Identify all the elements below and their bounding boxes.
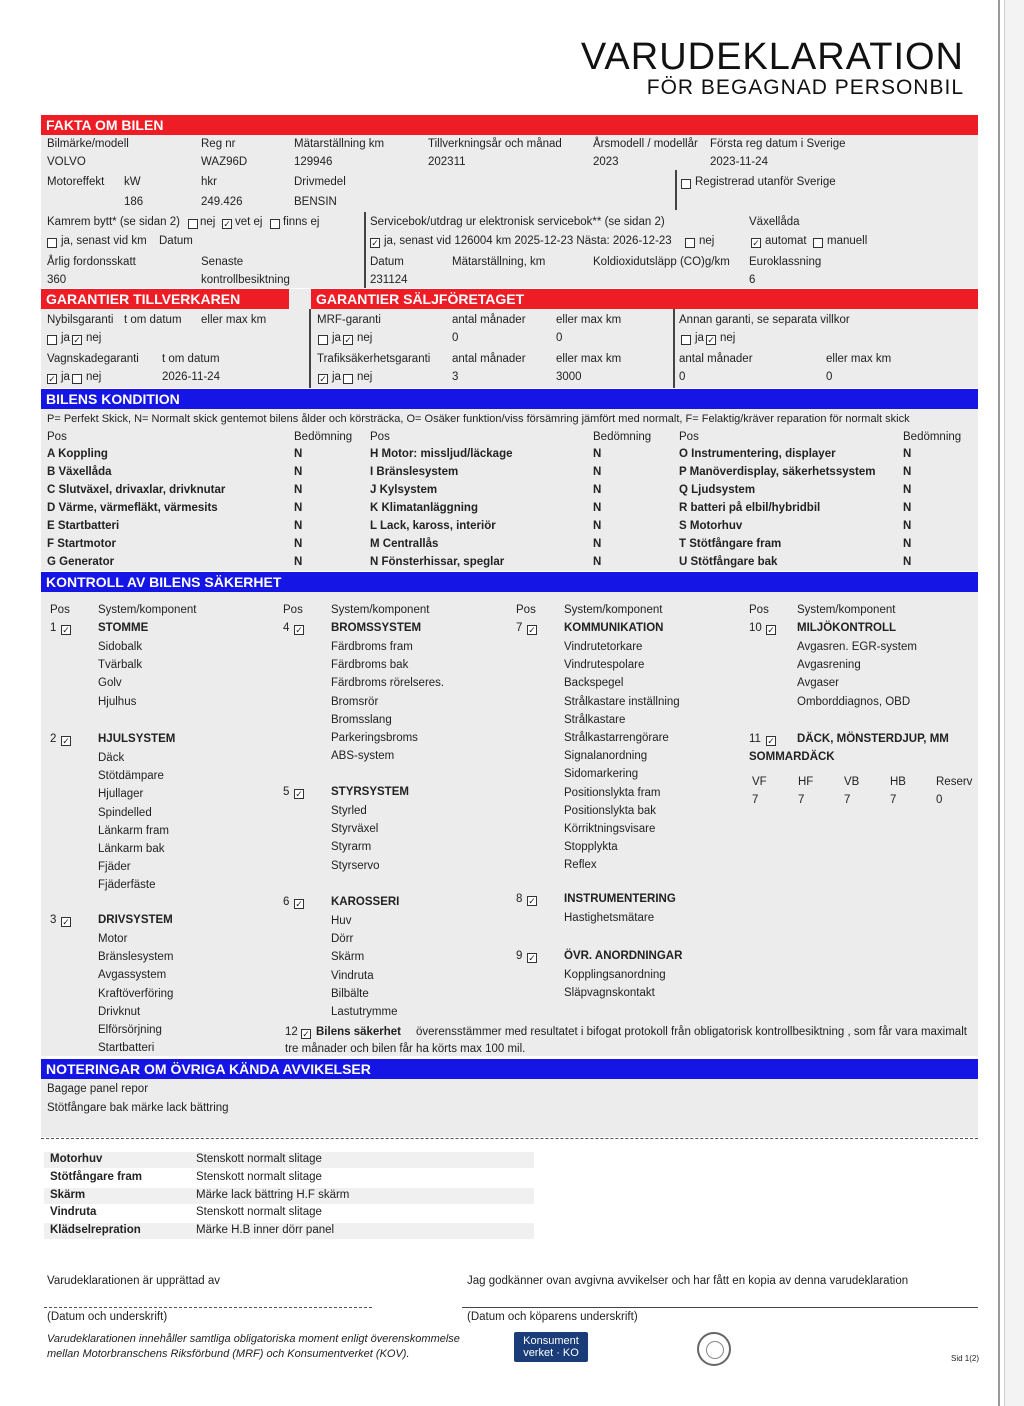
label-bedomning: Bedömning: [593, 431, 652, 443]
kontroll-item: Färdbroms rörelseres.: [331, 677, 445, 690]
notering-value: Märke lack bättring H.F skärm: [196, 1188, 350, 1201]
kontroll-num: 6: [283, 896, 290, 908]
label-bilmarke: Bilmärke/modell: [47, 138, 129, 150]
label-nej: nej: [720, 332, 736, 344]
kondition-item: E Startbatteri: [47, 520, 120, 532]
vagnskada-nej-checkbox[interactable]: [72, 374, 82, 384]
trafik-ja-checkbox[interactable]: ✓: [319, 374, 327, 384]
kontroll-item: Vindrutetorkare: [564, 641, 643, 653]
tire-depth: 7: [752, 794, 759, 806]
kondition-item: J Kylsystem: [370, 484, 438, 496]
label-fordonsskatt: Årlig fordonsskatt: [47, 256, 136, 268]
kamrem-vet-ej-checkbox[interactable]: ✓: [223, 219, 231, 229]
kondition-rating: N: [903, 448, 912, 460]
label-pos: Pos: [47, 431, 67, 443]
kondition-rating: N: [593, 502, 602, 514]
tire-depth: 7: [890, 794, 897, 806]
kontroll-item: Bromsslang: [331, 713, 392, 726]
notering-key: Skärm: [50, 1188, 86, 1201]
label-co2: Koldioxidutsläpp (CO)g/km: [593, 256, 730, 268]
nybil-nej-checkbox[interactable]: ✓: [73, 335, 81, 345]
mrf-nej-checkbox[interactable]: ✓: [344, 335, 352, 345]
kondition-item: G Generator: [47, 556, 115, 568]
kontroll-group-title: DRIVSYSTEM: [98, 914, 173, 926]
item12-text2: tre månader och bilen får ha körts max 100 mil.: [285, 1043, 526, 1055]
kontroll-group-title: HJULSYSTEM: [98, 733, 176, 745]
label-servicebok: Servicebok/utdrag ur elektronisk servicebok** (se sidan 2): [370, 216, 665, 228]
kontroll-group-title: ÖVR. ANORDNINGAR: [564, 950, 683, 962]
kontroll-item: Avgaser: [797, 677, 839, 690]
label-bedomning: Bedömning: [903, 431, 962, 443]
label-ja: ja: [695, 332, 704, 344]
label-nej: nej: [357, 371, 373, 383]
kontroll-item: Backspegel: [564, 677, 624, 690]
label-system: System/komponent: [564, 604, 663, 616]
kontroll-item: Stopplykta: [564, 841, 618, 854]
label-tillv: Tillverkningsår och månad: [428, 138, 562, 150]
value-euro: 6: [749, 274, 756, 286]
value-regnr: WAZ96D: [201, 156, 248, 168]
kontroll-item: Länkarm bak: [98, 843, 165, 855]
kontroll-num: 7: [516, 622, 523, 634]
kontroll-item: Sidobalk: [98, 641, 143, 653]
notering-line: Stötfångare bak märke lack bättring: [47, 1102, 229, 1114]
label-ja: ja: [61, 332, 70, 344]
kontroll-item: Dörr: [331, 933, 354, 946]
logo-text: Konsument: [523, 1335, 579, 1347]
label-nybil-max: eller max km: [201, 314, 267, 326]
trafik-nej-checkbox[interactable]: [343, 374, 353, 384]
kontroll-group-title: DÄCK, MÖNSTERDJUP, MM: [797, 733, 949, 745]
tire-header: VF: [752, 776, 767, 788]
value-annan-antal: 0: [679, 371, 686, 383]
footer-note: mellan Motorbranschens Riksförbund (MRF) och Konsumentverket (KOV).: [47, 1348, 410, 1360]
label-matar: Mätarställning km: [294, 138, 385, 150]
kontroll-item: Drivknut: [98, 1005, 141, 1018]
kondition-item: A Koppling: [47, 448, 108, 460]
signature-line-buyer[interactable]: [462, 1307, 978, 1308]
kontroll-item: Parkeringsbroms: [331, 732, 418, 744]
godkanner-label: Jag godkänner ovan avgivna avvikelser och har fått en kopia av denna varudeklaration: [467, 1275, 909, 1287]
item12-text1: överensstämmer med resultatet i bifogat protokoll från obligatorisk kontrollbesiktning , som får vara maximalt: [416, 1026, 967, 1038]
kontroll-item: Signalanordning: [564, 750, 648, 763]
divider: [673, 309, 675, 388]
kondition-rating: N: [294, 484, 303, 496]
kondition-rating: N: [294, 466, 303, 478]
kontroll-item: Däck: [98, 752, 125, 764]
value-servicebok: ja, senast vid 126004 km 2025-12-23 Nästa: 2026-12-23: [384, 235, 672, 247]
divider: [364, 212, 366, 288]
kondition-item: S Motorhuv: [679, 520, 743, 532]
kontroll-item: Positionslykta bak: [564, 804, 657, 817]
label-nybil-tom: t om datum: [124, 314, 182, 326]
kondition-rating: N: [294, 556, 303, 568]
kontroll-checkbox[interactable]: ✓: [295, 899, 303, 909]
servicebok-nej-checkbox[interactable]: [685, 238, 695, 248]
label-reg-utanfor: Registrerad utanför Sverige: [695, 176, 836, 188]
sign1-label: (Datum och underskrift): [47, 1311, 168, 1323]
kontroll-item: Styrled: [331, 805, 367, 817]
label-pos: Pos: [50, 604, 70, 616]
label-pos: Pos: [283, 604, 303, 616]
kontroll-heading: KONTROLL AV BILENS SÄKERHET: [41, 572, 978, 592]
kondition-rating: N: [903, 538, 912, 550]
garanti-tillv-heading: GARANTIER TILLVERKAREN: [41, 289, 289, 309]
kontroll-item: Positionslykta fram: [564, 786, 661, 799]
kontroll-item: Huv: [331, 915, 352, 927]
label-arsmodell: Årsmodell / modellår: [593, 138, 698, 150]
label-pos: Pos: [749, 604, 769, 616]
kontroll-checkbox[interactable]: ✓: [62, 917, 70, 927]
notering-key: Motorhuv: [50, 1153, 103, 1165]
notering-key: Vindruta: [50, 1206, 97, 1219]
kontroll-item: Bränslesystem: [98, 951, 174, 964]
kontroll-checkbox[interactable]: ✓: [62, 625, 70, 635]
document-subtitle: FÖR BEGAGNAD PERSONBIL: [646, 76, 964, 99]
kondition-heading: BILENS KONDITION: [41, 389, 978, 409]
value-hkr: 249.426: [201, 196, 243, 208]
label-pos: Pos: [516, 604, 536, 616]
kontroll-group-title: STYRSYSTEM: [331, 786, 409, 798]
kontroll-item: Elförsörjning: [98, 1024, 162, 1036]
label-euro: Euroklassning: [749, 256, 822, 268]
kamrem-finns-ej-checkbox[interactable]: [270, 219, 280, 229]
page-number: Sid 1(2): [951, 1354, 980, 1363]
notering-key: Klädselrepration: [50, 1224, 141, 1237]
value-mrf-antal: 0: [452, 332, 459, 344]
kontroll-item: Strålkastare: [564, 713, 626, 726]
kondition-rating: N: [294, 538, 303, 550]
tire-header: HB: [890, 776, 906, 788]
kontroll-item: Stötdämpare: [98, 770, 164, 783]
kontroll-item: Hastighetsmätare: [564, 912, 655, 924]
kontroll-checkbox[interactable]: ✓: [528, 625, 536, 635]
tire-depth: 7: [798, 794, 805, 806]
kondition-item: U Stötfångare bak: [679, 556, 778, 568]
kondition-item: C Slutväxel, drivaxlar, drivknutar: [47, 484, 226, 496]
label-annan-antal: antal månader: [679, 353, 753, 365]
mrf-ja-checkbox[interactable]: [318, 335, 328, 345]
value-drivmedel: BENSIN: [294, 196, 337, 208]
kontroll-num: 9: [516, 950, 523, 962]
tire-header: VB: [844, 776, 860, 788]
kondition-item: N Fönsterhissar, speglar: [370, 556, 505, 568]
label-ja: ja: [61, 371, 70, 383]
kondition-item: B Växellåda: [47, 466, 112, 478]
value-bilmarke: VOLVO: [47, 156, 86, 168]
label-annan-km: eller max km: [826, 353, 892, 365]
value-kw: 186: [124, 196, 144, 208]
kontroll-item: Strålkastarrengörare: [564, 732, 669, 744]
servicebok-ja-checkbox[interactable]: ✓: [371, 238, 379, 248]
document-title: VARUDEKLARATION: [580, 36, 964, 78]
kondition-item: O Instrumentering, displayer: [679, 448, 836, 460]
divider: [41, 1138, 978, 1139]
label-pos: Pos: [370, 431, 390, 443]
kontroll-checkbox[interactable]: ✓: [528, 896, 536, 906]
label-vaxellada: Växellåda: [749, 216, 800, 228]
sign2-label: (Datum och köparens underskrift): [467, 1311, 638, 1323]
label-manuell: manuell: [827, 235, 868, 247]
value-trafik-antal: 3: [452, 371, 459, 383]
kondition-rating: N: [903, 484, 912, 496]
kontroll-item: Avgasren. EGR-system: [797, 641, 917, 653]
manuell-checkbox[interactable]: [813, 238, 823, 248]
label-drivmedel: Drivmedel: [294, 176, 346, 188]
label-trafik-antal: antal månader: [452, 353, 526, 365]
kontroll-item: Styrväxel: [331, 823, 379, 836]
kontroll-num: 4: [283, 622, 290, 634]
label-system: System/komponent: [797, 604, 896, 616]
kontroll-item: Lastutrymme: [331, 1006, 398, 1018]
upprattad-label: Varudeklarationen är upprättad av: [47, 1275, 221, 1287]
notering-line: Bagage panel repor: [47, 1083, 149, 1095]
kondition-item: R batteri på elbil/hybridbil: [679, 502, 821, 514]
value-besiktning-datum: 231124: [370, 274, 408, 286]
label-nybil: Nybilsgaranti: [47, 314, 114, 326]
notering-value: Stenskott normalt slitage: [196, 1170, 322, 1183]
logo-text: verket · KO: [523, 1347, 579, 1359]
notering-value: Stenskott normalt slitage: [196, 1153, 322, 1165]
kamrem-nej-checkbox[interactable]: [188, 219, 198, 229]
kontroll-item: Hjullager: [98, 788, 144, 801]
kontroll-item: Körriktningsvisare: [564, 823, 656, 835]
label-nej: nej: [357, 332, 373, 344]
kondition-rating: N: [294, 502, 303, 514]
item12-checkbox[interactable]: ✓: [302, 1029, 310, 1039]
label-vagnskada: Vagnskadegaranti: [47, 353, 139, 365]
divider: [675, 170, 677, 210]
label-kamrem: Kamrem bytt* (se sidan 2): [47, 216, 180, 228]
kontroll-item: Kopplingsanordning: [564, 969, 666, 981]
kontroll-item: Tvärbalk: [98, 659, 143, 672]
label-ja: ja: [332, 332, 341, 344]
kondition-rating: N: [903, 502, 912, 514]
footer-note: Varudeklarationen innehåller samtliga obligatoriska moment enligt överenskommelse: [47, 1333, 460, 1345]
label-senaste: Senaste: [201, 256, 244, 268]
kontroll-checkbox[interactable]: ✓: [767, 625, 775, 635]
kondition-item: P Manöverdisplay, säkerhetssystem: [679, 466, 876, 478]
kontroll-item: Bilbälte: [331, 987, 369, 1000]
reg-utanfor-checkbox[interactable]: [681, 179, 691, 189]
label-datum2: Datum: [370, 256, 404, 268]
kontroll-item: Kraftöverföring: [98, 987, 174, 1000]
notering-value: Märke H.B inner dörr panel: [196, 1224, 335, 1237]
kontroll-checkbox[interactable]: ✓: [528, 953, 536, 963]
kondition-item: D Värme, värmefläkt, värmesits: [47, 502, 218, 514]
kontroll-num: 1: [50, 622, 57, 634]
label-pos: Pos: [679, 431, 699, 443]
kontroll-item: Omborddiagnos, OBD: [797, 695, 911, 708]
label-vet-ej: vet ej: [235, 216, 263, 228]
notering-key: Stötfångare fram: [50, 1170, 143, 1183]
value-vagnskada-datum: 2026-11-24: [162, 371, 220, 383]
kontroll-group-title: BROMSSYSTEM: [331, 622, 422, 634]
kontroll-item: Strålkastare inställning: [564, 695, 680, 708]
kondition-rating: N: [903, 556, 912, 568]
kontroll-checkbox[interactable]: ✓: [295, 625, 303, 635]
kontroll-item: Avgasrening: [797, 659, 861, 672]
kontroll-item: Länkarm fram: [98, 824, 169, 837]
label-forsta-reg: Första reg datum i Sverige: [710, 138, 846, 150]
garanti-salj-heading: GARANTIER SÄLJFÖRETAGET: [311, 289, 978, 309]
vagnskada-ja-checkbox[interactable]: ✓: [48, 374, 56, 384]
kondition-item: F Startmotor: [47, 538, 116, 550]
kontroll-num: 8: [516, 893, 523, 905]
label-bedomning: Bedömning: [294, 431, 353, 443]
value-mrf-km: 0: [556, 332, 563, 344]
kondition-item: L Lack, kaross, interiör: [370, 520, 496, 532]
tire-header: HF: [798, 776, 814, 788]
kondition-item: Q Ljudsystem: [679, 484, 756, 496]
value-forsta-reg: 2023-11-24: [710, 156, 768, 168]
kondition-rating: N: [593, 484, 602, 496]
label-nej: nej: [86, 332, 102, 344]
kondition-rating: N: [294, 448, 303, 460]
label-mrf: MRF-garanti: [317, 314, 381, 326]
kontroll-item: Vindruta: [331, 969, 374, 982]
label-trafik-max: eller max km: [556, 353, 622, 365]
kontroll-item: Sidomarkering: [564, 768, 639, 781]
kontroll-item: Skärm: [331, 951, 365, 964]
label-kamrem-nej: nej: [200, 216, 216, 228]
label-mrf-max: eller max km: [556, 314, 622, 326]
kontroll-num: 5: [283, 786, 290, 798]
kontroll-item: Startbatteri: [98, 1042, 155, 1055]
item12-num: 12: [285, 1026, 298, 1038]
kontroll-item: Färdbroms bak: [331, 659, 409, 672]
kontroll-num: 10: [749, 622, 762, 634]
value-tillv: 202311: [428, 156, 466, 168]
kondition-item: K Klimatanläggning: [370, 502, 478, 514]
kontroll-item: Fjäder: [98, 861, 131, 874]
label-matar2: Mätarställning, km: [452, 256, 546, 268]
annan-ja-checkbox[interactable]: [681, 335, 691, 345]
label-nej: nej: [86, 371, 102, 383]
window-border: [998, 0, 1000, 1406]
kontroll-checkbox[interactable]: ✓: [767, 736, 775, 746]
label-finns-ej: finns ej: [283, 216, 320, 228]
kontroll-group-title: INSTRUMENTERING: [564, 893, 676, 905]
kontroll-item: Spindelled: [98, 806, 152, 819]
kontroll-item: Reflex: [564, 859, 597, 872]
divider: [309, 309, 311, 388]
label-ja-senast: ja, senast vid km: [61, 235, 147, 247]
kontroll-item: Bromsrör: [331, 695, 379, 708]
label-system: System/komponent: [331, 604, 430, 616]
kamrem-ja-checkbox[interactable]: [47, 238, 57, 248]
tire-depth: 7: [844, 794, 851, 806]
value-annan-km: 0: [826, 371, 833, 383]
kondition-rating: N: [294, 520, 303, 532]
kondition-rating: N: [593, 448, 602, 460]
value-fordonsskatt: 360: [47, 274, 67, 286]
value-trafik-km: 3000: [556, 371, 582, 383]
kontroll-group-title: KOMMUNIKATION: [564, 622, 664, 634]
kontroll-item: Hjulhus: [98, 695, 137, 708]
annan-nej-checkbox[interactable]: ✓: [707, 335, 715, 345]
label-hkr: hkr: [201, 176, 217, 188]
label-kw: kW: [124, 176, 141, 188]
kondition-rating: N: [903, 466, 912, 478]
kontroll-group-title: KAROSSERI: [331, 896, 400, 908]
kontroll-num: 3: [50, 914, 57, 926]
label-system: System/komponent: [98, 604, 197, 616]
label-annan: Annan garanti, se separata villkor: [679, 314, 850, 326]
kontroll-item: Släpvagnskontakt: [564, 987, 655, 1000]
konsumentverket-logo: [514, 1332, 588, 1362]
automat-checkbox[interactable]: ✓: [752, 238, 760, 248]
label-servicebok-nej: nej: [699, 235, 715, 247]
kontroll-num: 11: [749, 733, 761, 745]
kontroll-item: Vindrutespolare: [564, 659, 645, 672]
kondition-item: I Bränslesystem: [370, 466, 459, 478]
label-automat: automat: [765, 235, 807, 247]
kondition-rating: N: [593, 556, 602, 568]
signature-line-seller[interactable]: [44, 1307, 372, 1308]
value-arsmodell: 2023: [593, 156, 619, 168]
fakta-heading: FAKTA OM BILEN: [41, 115, 978, 135]
label-trafik: Trafiksäkerhetsgaranti: [317, 353, 431, 365]
mrf-seal-icon: [697, 1332, 731, 1366]
kontroll-group-title: STOMME: [98, 622, 149, 634]
kontroll-item: Fjäderfäste: [98, 879, 156, 892]
kondition-rating: N: [593, 520, 602, 532]
item12-bold: Bilens säkerhet: [316, 1026, 402, 1038]
notering-value: Stenskott normalt slitage: [196, 1206, 322, 1219]
kondition-legend: P= Perfekt Skick, N= Normalt skick gentemot bilens ålder och körsträcka, O= Osäker funktion/viss försämring jämfört med normalt, F= Felaktig/kräver reparation för normalt skick: [47, 413, 910, 425]
kontroll-checkbox[interactable]: ✓: [295, 789, 303, 799]
kontroll-item: Styrarm: [331, 841, 372, 854]
kontroll-group-title: MILJÖKONTROLL: [797, 622, 897, 634]
kondition-rating: N: [593, 538, 602, 550]
tire-depth: 0: [936, 794, 943, 806]
kondition-item: T Stötfångare fram: [679, 538, 782, 550]
label-regnr: Reg nr: [201, 138, 236, 150]
kontroll-item: Färdbroms fram: [331, 641, 413, 653]
kontroll-num: 2: [50, 733, 57, 745]
kondition-item: H Motor: missljud/läckage: [370, 448, 513, 460]
label-motoreffekt: Motoreffekt: [47, 176, 105, 188]
label-datum: Datum: [159, 235, 193, 247]
kontroll-item: ABS-system: [331, 750, 395, 763]
kontroll-item: Styrservo: [331, 859, 380, 872]
nybil-ja-checkbox[interactable]: [47, 335, 57, 345]
kondition-item: M Centrallås: [370, 538, 439, 550]
window-edge: [1004, 0, 1024, 1406]
kontroll-item: Golv: [98, 677, 122, 690]
tire-header: Reserv: [936, 776, 973, 788]
label-kontrollbes: kontrollbesiktning: [201, 274, 290, 286]
label-mrf-antal: antal månader: [452, 314, 526, 326]
kontroll-item: Avgassystem: [98, 969, 167, 982]
kondition-rating: N: [903, 520, 912, 532]
label-vagnskada-tom: t om datum: [162, 353, 220, 365]
sommardack-title: SOMMARDÄCK: [749, 751, 835, 763]
label-ja: ja: [332, 371, 341, 383]
noteringar-heading: NOTERINGAR OM ÖVRIGA KÄNDA AVVIKELSER: [41, 1059, 978, 1079]
kontroll-item: Motor: [98, 933, 128, 945]
kondition-rating: N: [593, 466, 602, 478]
value-matar: 129946: [294, 156, 333, 168]
kontroll-checkbox[interactable]: ✓: [62, 736, 70, 746]
